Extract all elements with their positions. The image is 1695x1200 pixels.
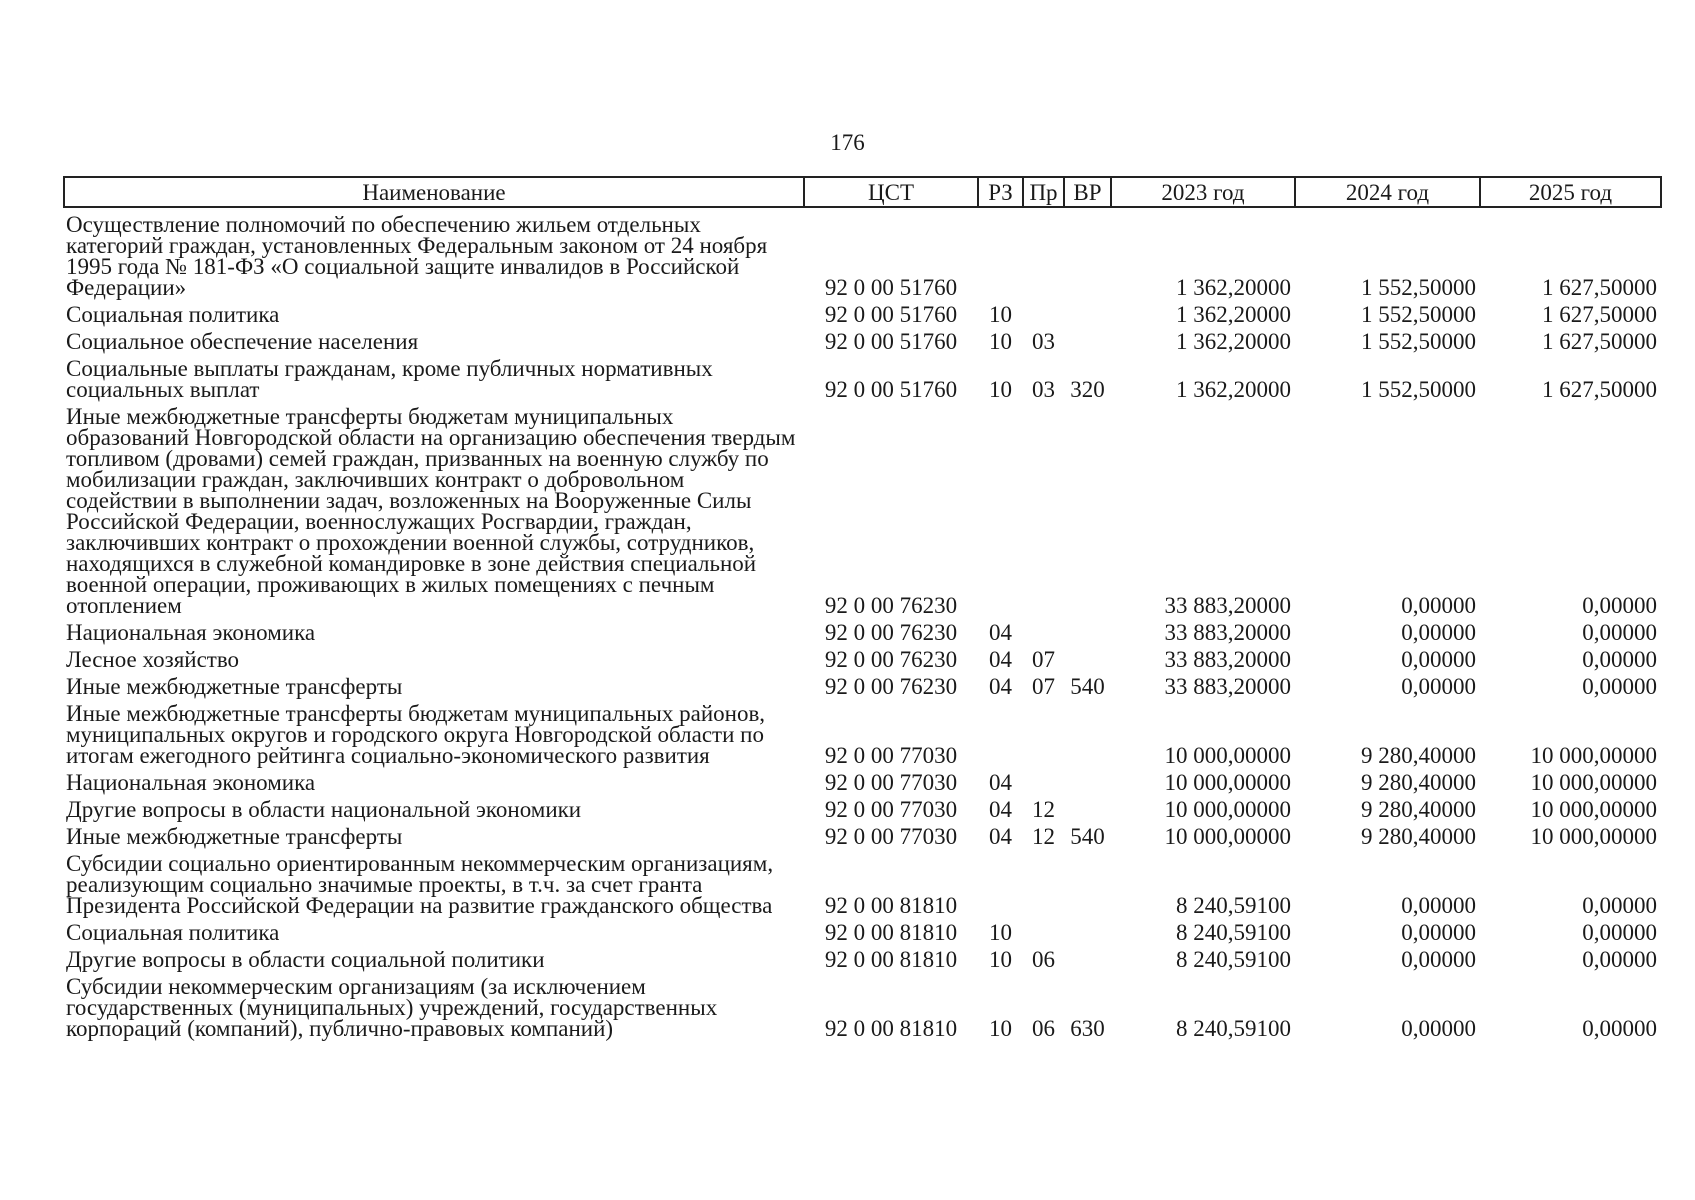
cell-2023: 33 883,20000 bbox=[1164, 674, 1291, 699]
cell-2023: 8 240,59100 bbox=[1176, 920, 1291, 945]
table-row bbox=[64, 920, 1661, 947]
cell-name: Лесное хозяйство bbox=[66, 647, 240, 672]
cell-pr bbox=[1023, 207, 1064, 302]
cell-rz: 04 bbox=[989, 770, 1012, 795]
cell-2023: 1 362,20000 bbox=[1176, 329, 1291, 354]
cell-2025: 0,00000 bbox=[1582, 1016, 1657, 1041]
cell-pr bbox=[1023, 404, 1064, 620]
cell-2025: 0,00000 bbox=[1582, 593, 1657, 618]
cell-vr: 320 bbox=[1070, 377, 1105, 402]
cell-cst: 92 0 00 51760 bbox=[824, 329, 958, 354]
cell-2024: 0,00000 bbox=[1401, 893, 1476, 918]
table-row bbox=[64, 701, 1661, 770]
cell-rz bbox=[978, 207, 1023, 302]
cell-vr: 540 bbox=[1070, 824, 1105, 849]
cell-2024: 9 280,40000 bbox=[1361, 797, 1476, 822]
cell-pr bbox=[1023, 851, 1064, 920]
cell-2024: 0,00000 bbox=[1401, 620, 1476, 645]
cell-vr bbox=[1064, 302, 1111, 329]
cell-2024: 1 552,50000 bbox=[1361, 302, 1476, 327]
cell-name: Социальные выплаты гражданам, кроме публичных нормативных социальных выплат bbox=[66, 356, 713, 402]
cell-2024: 0,00000 bbox=[1401, 1016, 1476, 1041]
cell-2024: 1 552,50000 bbox=[1361, 275, 1476, 300]
cell-2023: 10 000,00000 bbox=[1164, 797, 1291, 822]
cell-cst: 92 0 00 81810 bbox=[824, 1016, 958, 1041]
cell-rz: 04 bbox=[989, 797, 1012, 822]
cell-vr bbox=[1064, 797, 1111, 824]
cell-rz: 04 bbox=[989, 620, 1012, 645]
header-2024: 2024 год bbox=[1295, 177, 1480, 207]
cell-2024: 9 280,40000 bbox=[1361, 770, 1476, 795]
cell-vr bbox=[1064, 207, 1111, 302]
table-row bbox=[64, 356, 1661, 404]
cell-cst: 92 0 00 77030 bbox=[824, 770, 958, 795]
cell-2024: 9 280,40000 bbox=[1361, 743, 1476, 768]
cell-2025: 0,00000 bbox=[1582, 620, 1657, 645]
header-pr: Пр bbox=[1023, 177, 1064, 207]
cell-name: Национальная экономика bbox=[66, 770, 316, 795]
cell-cst: 92 0 00 76230 bbox=[824, 620, 958, 645]
cell-cst: 92 0 00 51760 bbox=[824, 275, 958, 300]
cell-vr bbox=[1064, 329, 1111, 356]
header-2025: 2025 год bbox=[1480, 177, 1661, 207]
cell-cst: 92 0 00 77030 bbox=[824, 743, 958, 768]
cell-pr bbox=[1023, 620, 1064, 647]
cell-pr: 12 bbox=[1032, 824, 1055, 849]
cell-pr: 12 bbox=[1032, 797, 1055, 822]
cell-rz: 04 bbox=[989, 674, 1012, 699]
cell-name: Субсидии некоммерческим организациям (за исключением государственных (муниципальных) учреждений, государственных корпораций (компаний), публично-правовых компаний) bbox=[66, 974, 718, 1041]
cell-rz: 10 bbox=[989, 920, 1012, 945]
cell-2023: 33 883,20000 bbox=[1164, 593, 1291, 618]
cell-2025: 1 627,50000 bbox=[1542, 329, 1657, 354]
cell-vr bbox=[1064, 701, 1111, 770]
cell-rz: 10 bbox=[989, 377, 1012, 402]
cell-2025: 0,00000 bbox=[1582, 947, 1657, 972]
table-row bbox=[64, 974, 1661, 1043]
cell-pr: 07 bbox=[1032, 674, 1055, 699]
cell-name: Иные межбюджетные трансферты bbox=[66, 674, 403, 699]
header-name: Наименование bbox=[64, 177, 804, 207]
cell-vr bbox=[1064, 851, 1111, 920]
cell-pr: 07 bbox=[1032, 647, 1055, 672]
cell-name: Осуществление полномочий по обеспечению жильем отдельных категорий граждан, установленных Федеральным законом от 24 ноября 1995 года № 181-ФЗ «О социальной защите инвалидов в Российской Федерации» bbox=[66, 212, 768, 300]
table-row bbox=[64, 647, 1661, 674]
cell-name: Другие вопросы в области социальной политики bbox=[66, 947, 545, 972]
cell-name: Национальная экономика bbox=[66, 620, 316, 645]
table-header bbox=[64, 177, 1661, 207]
cell-2023: 8 240,59100 bbox=[1176, 1016, 1291, 1041]
table-row bbox=[64, 404, 1661, 620]
table-body bbox=[64, 207, 1661, 1043]
cell-name: Иные межбюджетные трансферты bbox=[66, 824, 403, 849]
cell-2023: 10 000,00000 bbox=[1164, 743, 1291, 768]
cell-vr bbox=[1064, 404, 1111, 620]
cell-2023: 10 000,00000 bbox=[1164, 770, 1291, 795]
cell-cst: 92 0 00 76230 bbox=[824, 674, 958, 699]
cell-vr bbox=[1064, 947, 1111, 974]
cell-rz: 10 bbox=[989, 329, 1012, 354]
cell-vr bbox=[1064, 647, 1111, 674]
header-vr: ВР bbox=[1064, 177, 1111, 207]
cell-name: Иные межбюджетные трансферты бюджетам муниципальных районов, муниципальных округов и городского округа Новгородской области по итогам ежегодного рейтинга социально-экономического развития bbox=[66, 701, 766, 768]
table-row bbox=[64, 620, 1661, 647]
cell-name: Социальная политика bbox=[66, 920, 280, 945]
cell-2025: 0,00000 bbox=[1582, 893, 1657, 918]
cell-vr: 540 bbox=[1070, 674, 1105, 699]
cell-pr: 06 bbox=[1032, 1016, 1055, 1041]
table-row bbox=[64, 207, 1661, 302]
cell-2025: 10 000,00000 bbox=[1530, 743, 1657, 768]
cell-pr bbox=[1023, 302, 1064, 329]
cell-2023: 1 362,20000 bbox=[1176, 302, 1291, 327]
cell-2023: 1 362,20000 bbox=[1176, 377, 1291, 402]
cell-2025: 1 627,50000 bbox=[1542, 275, 1657, 300]
cell-name: Другие вопросы в области национальной экономики bbox=[66, 797, 582, 822]
cell-name: Социальная политика bbox=[66, 302, 280, 327]
cell-2025: 0,00000 bbox=[1582, 647, 1657, 672]
table-row bbox=[64, 947, 1661, 974]
cell-pr: 03 bbox=[1032, 377, 1055, 402]
table-row bbox=[64, 824, 1661, 851]
cell-name: Иные межбюджетные трансферты бюджетам муниципальных образований Новгородской области на организацию обеспечения твердым топливом (дровами) семей граждан, призванных на военную службу по мобилизации граждан, заключивших контракт о добровольном содействии в выполнении задач, возложенных на Вооруженные Силы Российской Федерации, военнослужащих Росгвардии, граждан, заключивших контракт о прохождении военной службы, сотрудников, находящихся в служебной командировке в зоне действия специальной военной операции, проживающих в жилых помещениях с печным отоплением bbox=[66, 404, 796, 618]
cell-pr bbox=[1023, 770, 1064, 797]
cell-pr bbox=[1023, 701, 1064, 770]
cell-2025: 1 627,50000 bbox=[1542, 377, 1657, 402]
cell-pr: 03 bbox=[1032, 329, 1055, 354]
header-cst: ЦСТ bbox=[804, 177, 978, 207]
cell-rz: 04 bbox=[989, 647, 1012, 672]
header-2023: 2023 год bbox=[1111, 177, 1295, 207]
cell-cst: 92 0 00 51760 bbox=[824, 302, 958, 327]
cell-cst: 92 0 00 76230 bbox=[824, 647, 958, 672]
cell-vr: 630 bbox=[1070, 1016, 1105, 1041]
page-number: 176 bbox=[830, 130, 865, 155]
cell-cst: 92 0 00 76230 bbox=[824, 593, 958, 618]
cell-cst: 92 0 00 51760 bbox=[824, 377, 958, 402]
cell-2023: 8 240,59100 bbox=[1176, 893, 1291, 918]
cell-2023: 33 883,20000 bbox=[1164, 620, 1291, 645]
cell-2024: 1 552,50000 bbox=[1361, 329, 1476, 354]
cell-2023: 1 362,20000 bbox=[1176, 275, 1291, 300]
cell-pr: 06 bbox=[1032, 947, 1055, 972]
cell-cst: 92 0 00 81810 bbox=[824, 893, 958, 918]
cell-vr bbox=[1064, 620, 1111, 647]
cell-2023: 33 883,20000 bbox=[1164, 647, 1291, 672]
cell-rz: 10 bbox=[989, 1016, 1012, 1041]
cell-name: Социальное обеспечение населения bbox=[66, 329, 419, 354]
cell-vr bbox=[1064, 770, 1111, 797]
cell-2025: 0,00000 bbox=[1582, 920, 1657, 945]
cell-2024: 0,00000 bbox=[1401, 674, 1476, 699]
cell-2024: 0,00000 bbox=[1401, 593, 1476, 618]
cell-2024: 0,00000 bbox=[1401, 947, 1476, 972]
cell-2025: 0,00000 bbox=[1582, 674, 1657, 699]
cell-2025: 10 000,00000 bbox=[1530, 797, 1657, 822]
table-row bbox=[64, 797, 1661, 824]
cell-rz bbox=[978, 404, 1023, 620]
budget-table bbox=[63, 176, 1662, 1043]
cell-cst: 92 0 00 77030 bbox=[824, 797, 958, 822]
cell-pr bbox=[1023, 920, 1064, 947]
cell-cst: 92 0 00 81810 bbox=[824, 920, 958, 945]
cell-rz: 04 bbox=[989, 824, 1012, 849]
header-rz: РЗ bbox=[978, 177, 1023, 207]
table-row bbox=[64, 329, 1661, 356]
cell-vr bbox=[1064, 920, 1111, 947]
cell-2023: 10 000,00000 bbox=[1164, 824, 1291, 849]
cell-2025: 1 627,50000 bbox=[1542, 302, 1657, 327]
table-row bbox=[64, 770, 1661, 797]
cell-2025: 10 000,00000 bbox=[1530, 770, 1657, 795]
header-row bbox=[64, 177, 1661, 207]
cell-2024: 1 552,50000 bbox=[1361, 377, 1476, 402]
cell-rz: 10 bbox=[989, 947, 1012, 972]
table-row bbox=[64, 302, 1661, 329]
cell-rz bbox=[978, 851, 1023, 920]
table-row bbox=[64, 674, 1661, 701]
table-row bbox=[64, 851, 1661, 920]
cell-2024: 0,00000 bbox=[1401, 647, 1476, 672]
cell-rz bbox=[978, 701, 1023, 770]
cell-2025: 10 000,00000 bbox=[1530, 824, 1657, 849]
cell-rz: 10 bbox=[989, 302, 1012, 327]
cell-cst: 92 0 00 77030 bbox=[824, 824, 958, 849]
cell-2024: 0,00000 bbox=[1401, 920, 1476, 945]
cell-2024: 9 280,40000 bbox=[1361, 824, 1476, 849]
cell-name: Субсидии социально ориентированным некоммерческим организациям, реализующим социально значимые проекты, в т.ч. за счет гранта Президента Российской Федерации на развитие гражданского общества bbox=[66, 851, 774, 918]
cell-2023: 8 240,59100 bbox=[1176, 947, 1291, 972]
cell-cst: 92 0 00 81810 bbox=[824, 947, 958, 972]
